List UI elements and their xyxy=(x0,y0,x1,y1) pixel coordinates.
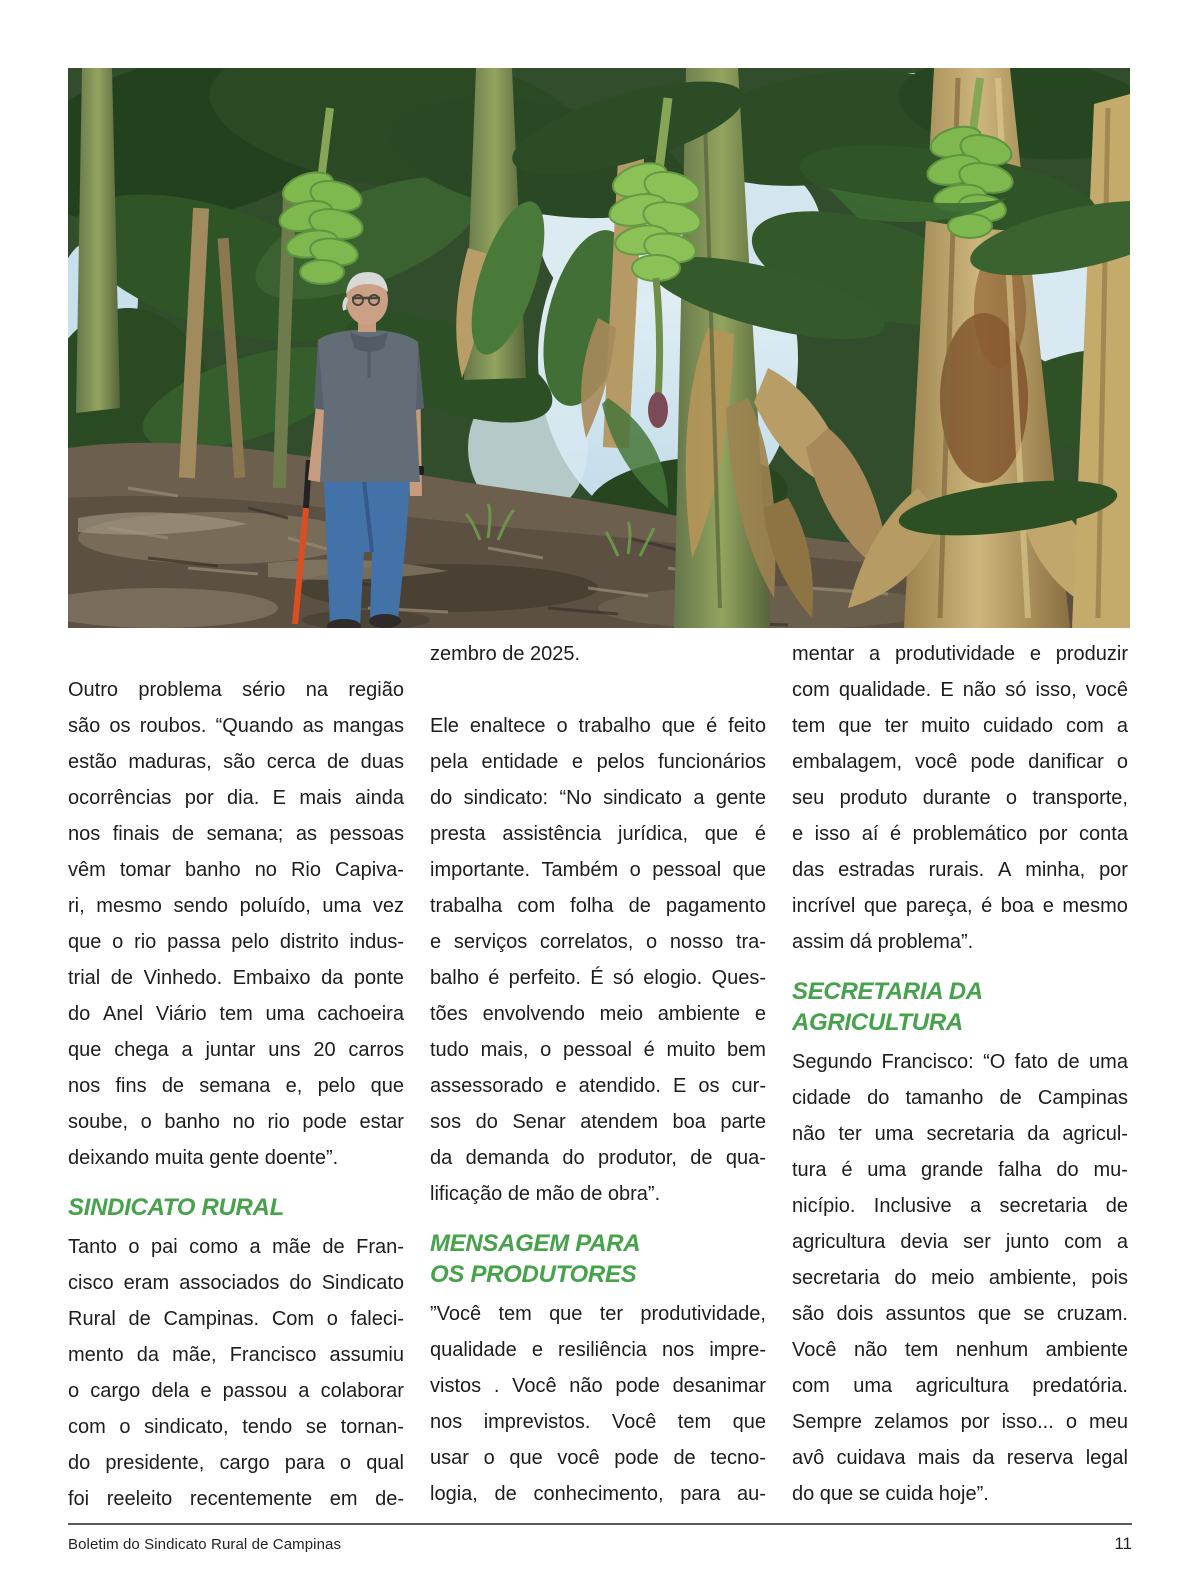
text-line: embalagem, você pode danificar o xyxy=(792,751,1128,773)
text-line: e isso aí é problemático por conta xyxy=(792,823,1128,845)
text-line: Rural de Campinas. Com o faleci- xyxy=(68,1308,404,1330)
text-line: importante. Também o pessoal que xyxy=(430,859,766,881)
text-line: que chega a juntar uns 20 carros xyxy=(68,1039,404,1061)
text-line: com o sindicato, tendo se tornan- xyxy=(68,1416,404,1438)
text-line: zembro de 2025. xyxy=(430,643,581,665)
text-line: balho é perfeito. É só elogio. Ques- xyxy=(430,967,766,989)
column-spacer xyxy=(68,636,404,672)
text-line: deixando muita gente doente”. xyxy=(68,1147,339,1169)
text-line: do que se cuida hoje”. xyxy=(792,1483,989,1505)
text-line: Você não tem nenhum ambiente xyxy=(792,1339,1128,1361)
text-line: são dois assuntos que se cruzam. xyxy=(792,1303,1128,1325)
text-line: não ter uma secretaria da agricul- xyxy=(792,1123,1128,1145)
text-line: pela entidade e pelos funcionários xyxy=(430,751,766,773)
text-line: nos imprevistos. Você tem que xyxy=(430,1411,766,1433)
text-line: avô cuidava mais da reserva legal xyxy=(792,1447,1128,1469)
column-spacer xyxy=(430,672,766,708)
text-line: são os roubos. “Quando as mangas xyxy=(68,715,404,737)
text-line: do Anel Viário tem uma cachoeira xyxy=(68,1003,404,1025)
text-line: da demanda do produtor, de qua- xyxy=(430,1147,766,1169)
section-heading-line: OS PRODUTORES xyxy=(430,1261,637,1288)
column-left xyxy=(68,636,404,1517)
text-line: secretaria do meio ambiente, pois xyxy=(792,1267,1128,1289)
text-line: Sempre zelamos por isso... o meu xyxy=(792,1411,1128,1433)
footer-rule xyxy=(68,1523,1132,1525)
text-line: Tanto o pai como a mãe de Fran- xyxy=(68,1236,404,1258)
text-line: soube, o banho no rio pode estar xyxy=(68,1111,404,1133)
text-line: com qualidade. E não só isso, você xyxy=(792,679,1128,701)
section-heading-line: SINDICATO RURAL xyxy=(68,1194,284,1221)
text-line: nos fins de semana e, pelo que xyxy=(68,1075,404,1097)
text-line: vêm tomar banho no Rio Capiva- xyxy=(68,859,404,881)
text-line: sos do Senar atendem boa parte xyxy=(430,1111,766,1133)
text-line: tudo mais, o pessoal é muito bem xyxy=(430,1039,766,1061)
text-line: Segundo Francisco: “O fato de uma xyxy=(792,1051,1128,1073)
text-line: logia, de conhecimento, para au- xyxy=(430,1483,766,1505)
text-line: que o rio passa pelo distrito indus- xyxy=(68,931,404,953)
column-right xyxy=(792,636,1128,1512)
text-line: usar o que você pode de tecno- xyxy=(430,1447,766,1469)
text-line: Outro problema sério na região xyxy=(68,679,404,701)
text-line: nos finais de semana; as pessoas xyxy=(68,823,404,845)
text-line: vistos . Você não pode desanimar xyxy=(430,1375,766,1397)
text-line: presta assistência jurídica, que é xyxy=(430,823,766,845)
text-line: estão maduras, são cerca de duas xyxy=(68,751,404,773)
text-line: com uma agricultura predatória. xyxy=(792,1375,1128,1397)
text-line: agricultura devia ser junto com a xyxy=(792,1231,1128,1253)
text-line: o cargo dela e passou a colaborar xyxy=(68,1380,404,1402)
text-line: trabalha com folha de pagamento xyxy=(430,895,766,917)
text-line: assim dá problema”. xyxy=(792,931,974,953)
text-line: tões envolvendo meio ambiente e xyxy=(430,1003,766,1025)
text-line: seu produto durante o transporte, xyxy=(792,787,1128,809)
text-line: foi reeleito recentemente em de- xyxy=(68,1488,404,1510)
section-heading xyxy=(430,1228,766,1290)
text-line: nicípio. Inclusive a secretaria de xyxy=(792,1195,1128,1217)
section-heading-line: SECRETARIA DA AGRICULTURA xyxy=(792,978,982,1036)
section-heading xyxy=(68,1192,404,1223)
text-line: mento da mãe, Francisco assumiu xyxy=(68,1344,404,1366)
page-number: 11 xyxy=(1114,1534,1132,1553)
text-line: mentar a produtividade e produzir xyxy=(792,643,1128,665)
text-line: cisco eram associados do Sindicato xyxy=(68,1272,404,1294)
text-line: ”Você tem que ter produtividade, xyxy=(430,1303,766,1325)
text-line: do presidente, cargo para o qual xyxy=(68,1452,404,1474)
footer xyxy=(68,1532,1132,1556)
text-line: lificação de mão de obra”. xyxy=(430,1183,661,1205)
text-line: trial de Vinhedo. Embaixo da ponte xyxy=(68,967,404,989)
text-line: Ele enaltece o trabalho que é feito xyxy=(430,715,766,737)
text-line: cidade do tamanho de Campinas xyxy=(792,1087,1128,1109)
text-line: incrível que pareça, é boa e mesmo xyxy=(792,895,1128,917)
column-middle xyxy=(430,636,766,1512)
text-line: ri, mesmo sendo poluído, uma vez xyxy=(68,895,404,917)
text-line: qualidade e resiliência nos impre- xyxy=(430,1339,766,1361)
footer-publication-title: Boletim do Sindicato Rural de Campinas xyxy=(68,1535,342,1553)
text-line: do sindicato: “No sindicato a gente xyxy=(430,787,766,809)
text-line: e serviços correlatos, o nosso tra- xyxy=(430,931,766,953)
text-line: ocorrências por dia. E mais ainda xyxy=(68,787,404,809)
section-heading xyxy=(792,976,1128,1038)
text-line: tem que ter muito cuidado com a xyxy=(792,715,1128,737)
text-line: das estradas rurais. A minha, por xyxy=(792,859,1128,881)
text-line: tura é uma grande falha do mu- xyxy=(792,1159,1128,1181)
text-line: assessorado e atendido. E os cur- xyxy=(430,1075,766,1097)
section-heading-line: MENSAGEM PARA xyxy=(430,1230,641,1257)
